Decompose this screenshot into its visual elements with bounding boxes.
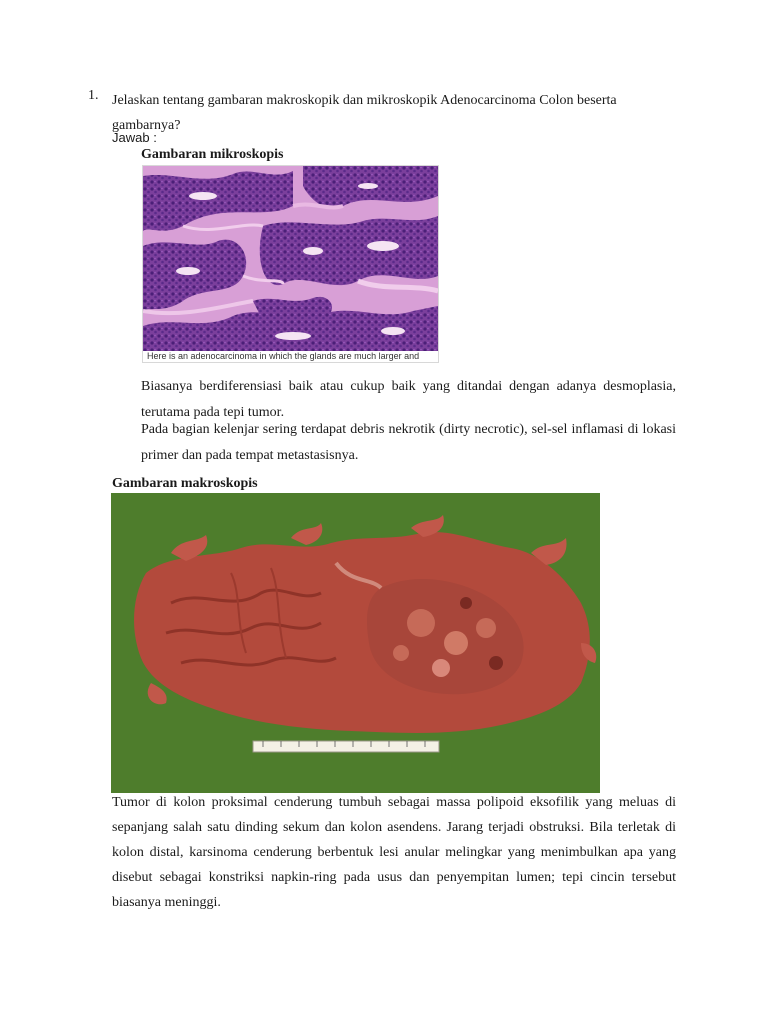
mikroskopis-heading: Gambaran mikroskopis — [141, 147, 284, 162]
paragraph-text: Pada bagian kelenjar sering terdapat debris nekrotik (dirty necrotic), sel-sel inflamasi di lokasi primer dan pada tempat metastasisnya. — [141, 422, 676, 463]
makroskopis-heading: Gambaran makroskopis — [112, 476, 258, 491]
makroskopis-paragraph — [112, 790, 676, 915]
micrograph-caption: Here is an adenocarcinoma in which the glands are much larger and — [143, 351, 439, 362]
micrograph-histology-image — [143, 166, 438, 351]
question-number: 1. — [88, 88, 99, 103]
micrograph-image — [142, 165, 439, 363]
mikroskopis-paragraph-2 — [141, 417, 676, 469]
colon-specimen-photo — [111, 493, 600, 793]
paragraph-text: Tumor di kolon proksimal cenderung tumbuh sebagai massa polipoid eksofilik yang meluas di sepanjang salah satu dinding sekum dan kolon asendens. Jarang terjadi obstruksi. Bila terletak di kolon distal, karsinoma cenderung berbentuk lesi anular melingkar yang menimbulkan apa yang disebut sebagai konstriksi napkin-ring pada usus dan penyempitan lumen; tepi cincin tersebut biasanya meninggi. — [112, 795, 676, 910]
question-text: Jelaskan tentang gambaran makroskopik dan mikroskopik Adenocarcinoma Colon beserta gambarnya? — [112, 93, 617, 133]
gross-specimen-image — [111, 493, 600, 793]
paragraph-text: Biasanya berdiferensiasi baik atau cukup baik yang ditandai dengan adanya desmoplasia, terutama pada tepi tumor. — [141, 379, 676, 420]
answer-label: Jawab : — [112, 130, 157, 145]
